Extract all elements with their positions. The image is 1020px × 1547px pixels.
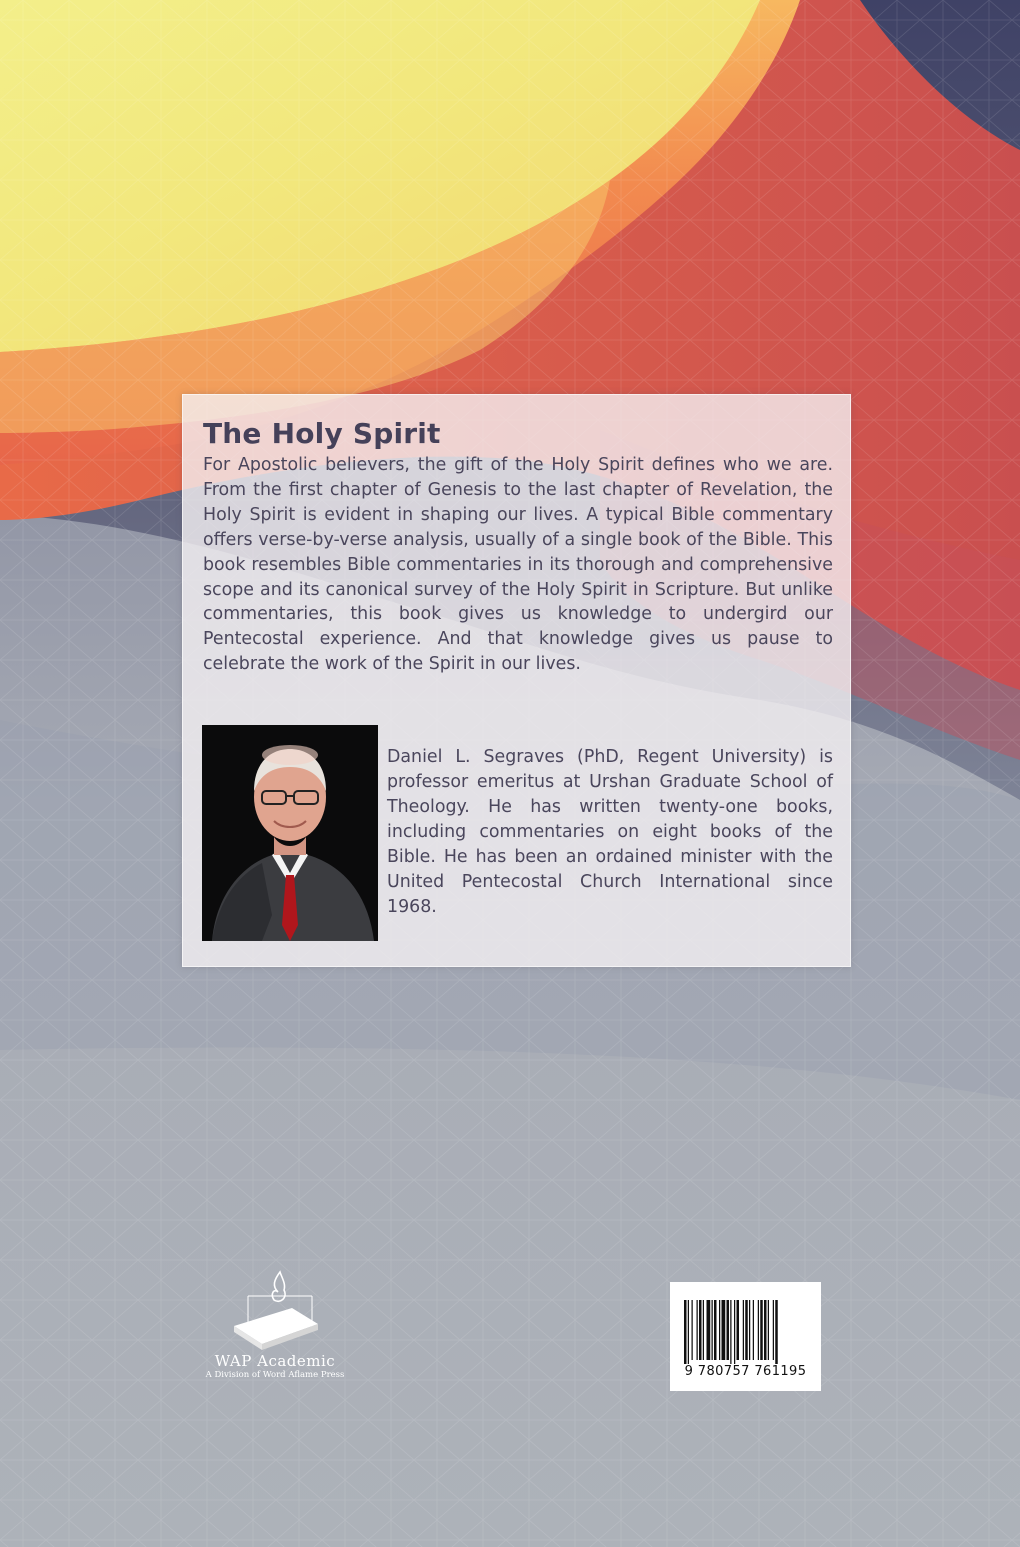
publisher-name: WAP Academic xyxy=(214,1352,336,1370)
barcode-bar xyxy=(758,1300,759,1360)
barcode-bar xyxy=(764,1300,767,1360)
barcode-bar xyxy=(730,1300,731,1364)
barcode-bar xyxy=(722,1300,726,1360)
barcode-bar xyxy=(712,1300,713,1360)
blurb-panel xyxy=(182,394,851,967)
publisher-logo xyxy=(200,1268,350,1388)
barcode-bar xyxy=(749,1300,750,1360)
book-title: The Holy Spirit xyxy=(203,417,441,450)
flame-book-icon xyxy=(200,1268,350,1352)
author-photo xyxy=(202,725,378,941)
barcode-bar xyxy=(753,1300,754,1360)
barcode-bar xyxy=(775,1300,778,1364)
barcode-bar xyxy=(684,1300,687,1364)
isbn-number: 9 780757 761195 xyxy=(684,1364,807,1379)
barcode-bar xyxy=(692,1300,693,1360)
barcode-bar xyxy=(719,1300,720,1360)
barcode-bar xyxy=(707,1300,711,1360)
barcode-bar xyxy=(745,1300,748,1360)
barcode-bar xyxy=(760,1300,763,1360)
barcode-bar xyxy=(727,1300,730,1360)
barcode-bar xyxy=(688,1300,689,1364)
barcode-bar xyxy=(768,1300,769,1360)
barcode-bar xyxy=(743,1300,744,1360)
barcode-bar xyxy=(734,1300,735,1364)
barcode-bar xyxy=(737,1300,740,1360)
barcode-icon xyxy=(670,1282,821,1364)
publisher-tagline: A Division of Word Aflame Press xyxy=(205,1370,345,1380)
barcode-bar xyxy=(714,1300,717,1360)
author-bio: Daniel L. Segraves (PhD, Regent University) is professor emeritus at Urshan Graduate School of Theology. He has written twenty-one books, including commentaries on eight books of the Bible. He has been an ordained minister with the United Pentecostal Church International since 1968. xyxy=(387,747,833,917)
barcode-bar xyxy=(697,1300,698,1360)
barcode-bar xyxy=(699,1300,702,1360)
barcode-bar xyxy=(703,1300,704,1360)
book-description: For Apostolic believers, the gift of the Holy Spirit defines who we are. From the first chapter of Genesis to the last chapter of Revelation, the Holy Spirit is evident in shaping our lives. A typical Bible commentary offers verse-by-verse analysis, usually of a single book of the Bible. This book resembles Bible commentaries in its thorough and comprehensive scope and its canonical survey of the Holy Spirit in Scripture. But unlike commentaries, this book gives us knowledge to undergird our Pentecostal experience. And that knowledge gives us pause to celebrate the work of the Spirit in our lives. xyxy=(203,455,833,675)
barcode-bar xyxy=(773,1300,774,1360)
isbn-barcode xyxy=(670,1282,821,1391)
